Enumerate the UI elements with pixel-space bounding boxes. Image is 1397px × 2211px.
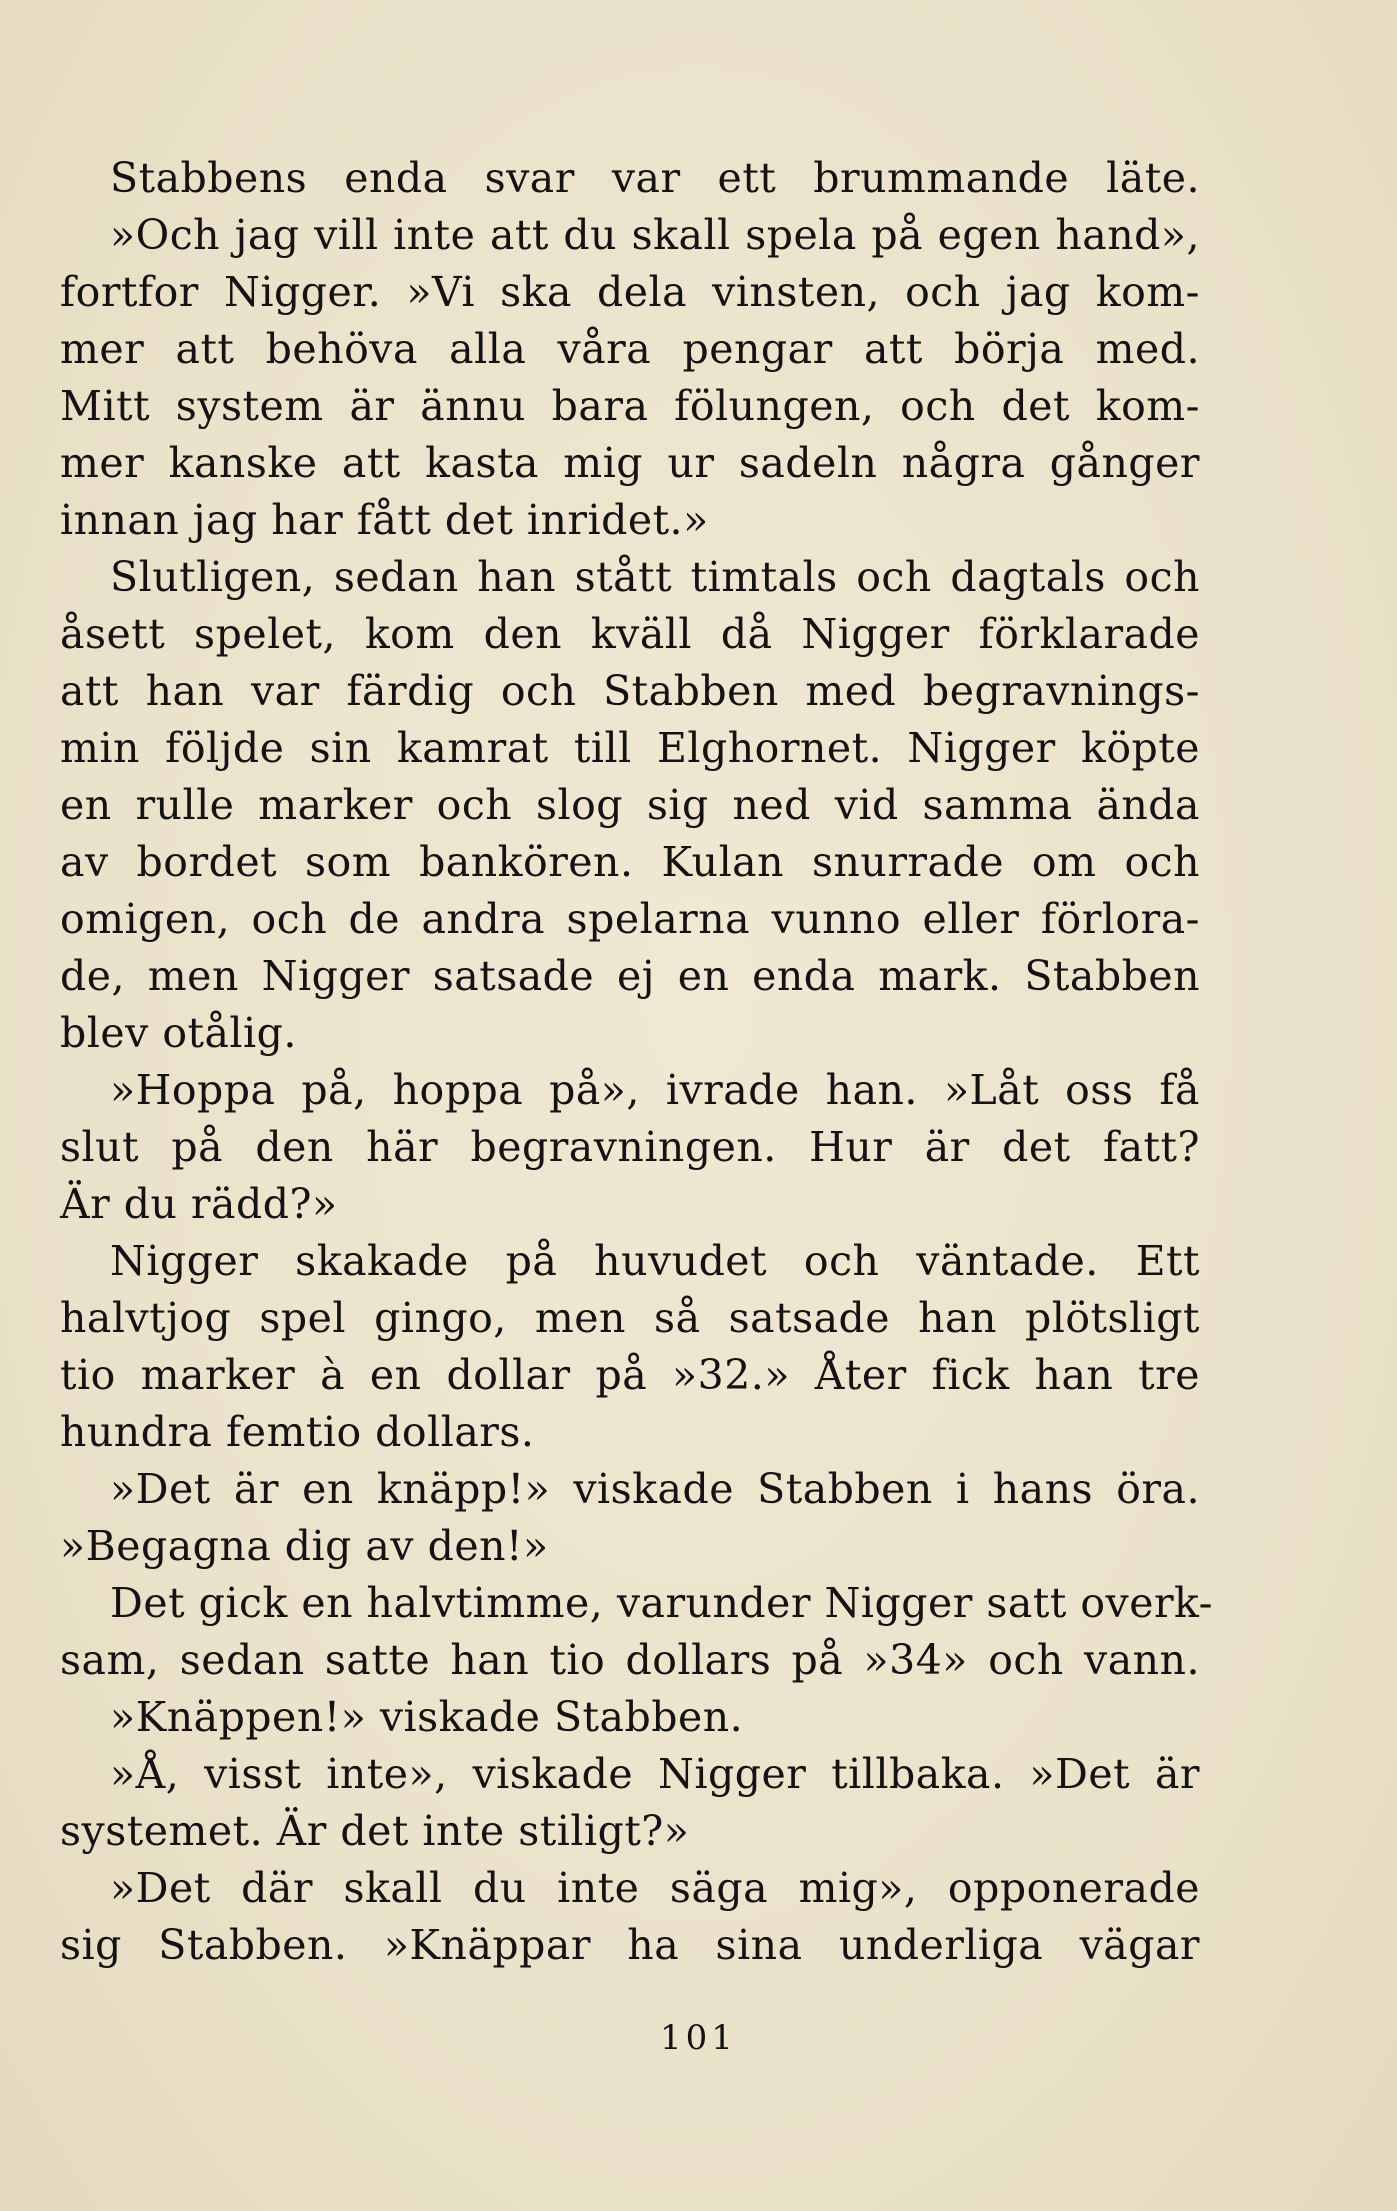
- text-line: »Å, visst inte», viskade Nigger tillbaka. »Det är: [110, 1750, 1200, 1798]
- body-text: [60, 150, 1214, 1974]
- text-line: Nigger skakade på huvudet och väntade. Ett: [110, 1237, 1200, 1285]
- text-line: sig Stabben. »Knäppar ha sina underliga vägar: [60, 1921, 1200, 1969]
- text-line: mer att behöva alla våra pengar att börja med.: [60, 325, 1200, 373]
- text-line: »Begagna dig av den!»: [60, 1522, 549, 1570]
- text-line: Det gick en halvtimme, varunder Nigger satt overk-: [110, 1579, 1214, 1627]
- text-line: mer kanske att kasta mig ur sadeln några gånger: [60, 439, 1200, 487]
- text-line: halvtjog spel gingo, men så satsade han plötsligt: [60, 1294, 1200, 1342]
- text-line: innan jag har fått det inridet.»: [60, 496, 709, 544]
- text-line: fortfor Nigger. »Vi ska dela vinsten, och jag kom-: [60, 268, 1200, 316]
- text-line: omigen, och de andra spelarna vunno eller förlora-: [60, 895, 1200, 943]
- page-number: 101: [660, 2018, 737, 2058]
- text-line: »Knäppen!» viskade Stabben.: [110, 1693, 744, 1741]
- text-line: Stabbens enda svar var ett brummande läte.: [110, 154, 1200, 202]
- text-line: tio marker à en dollar på »32.» Åter fick han tre: [60, 1351, 1200, 1399]
- text-line: hundra femtio dollars.: [60, 1408, 535, 1456]
- text-line: blev otålig.: [60, 1009, 297, 1057]
- text-line: att han var färdig och Stabben med begravnings-: [60, 667, 1200, 715]
- text-line: min följde sin kamrat till Elghornet. Nigger köpte: [60, 724, 1200, 772]
- text-line: Slutligen, sedan han stått timtals och dagtals och: [110, 553, 1200, 601]
- text-line: av bordet som bankören. Kulan snurrade om och: [60, 838, 1200, 886]
- text-line: Mitt system är ännu bara fölungen, och det kom-: [60, 382, 1200, 430]
- text-line: »Hoppa på, hoppa på», ivrade han. »Låt oss få: [110, 1066, 1200, 1114]
- text-line: sam, sedan satte han tio dollars på »34» och vann.: [60, 1636, 1200, 1684]
- text-line: systemet. Är det inte stiligt?»: [60, 1807, 690, 1855]
- text-line: åsett spelet, kom den kväll då Nigger förklarade: [60, 610, 1200, 658]
- text-line: slut på den här begravningen. Hur är det fatt?: [60, 1123, 1200, 1171]
- text-line: »Och jag vill inte att du skall spela på egen hand»,: [110, 211, 1200, 259]
- text-line: »Det är en knäpp!» viskade Stabben i hans öra.: [110, 1465, 1200, 1513]
- text-line: Är du rädd?»: [60, 1180, 338, 1228]
- text-line: de, men Nigger satsade ej en enda mark. Stabben: [60, 952, 1200, 1000]
- text-line: »Det där skall du inte säga mig», opponerade: [110, 1864, 1200, 1912]
- text-line: en rulle marker och slog sig ned vid samma ända: [60, 781, 1200, 829]
